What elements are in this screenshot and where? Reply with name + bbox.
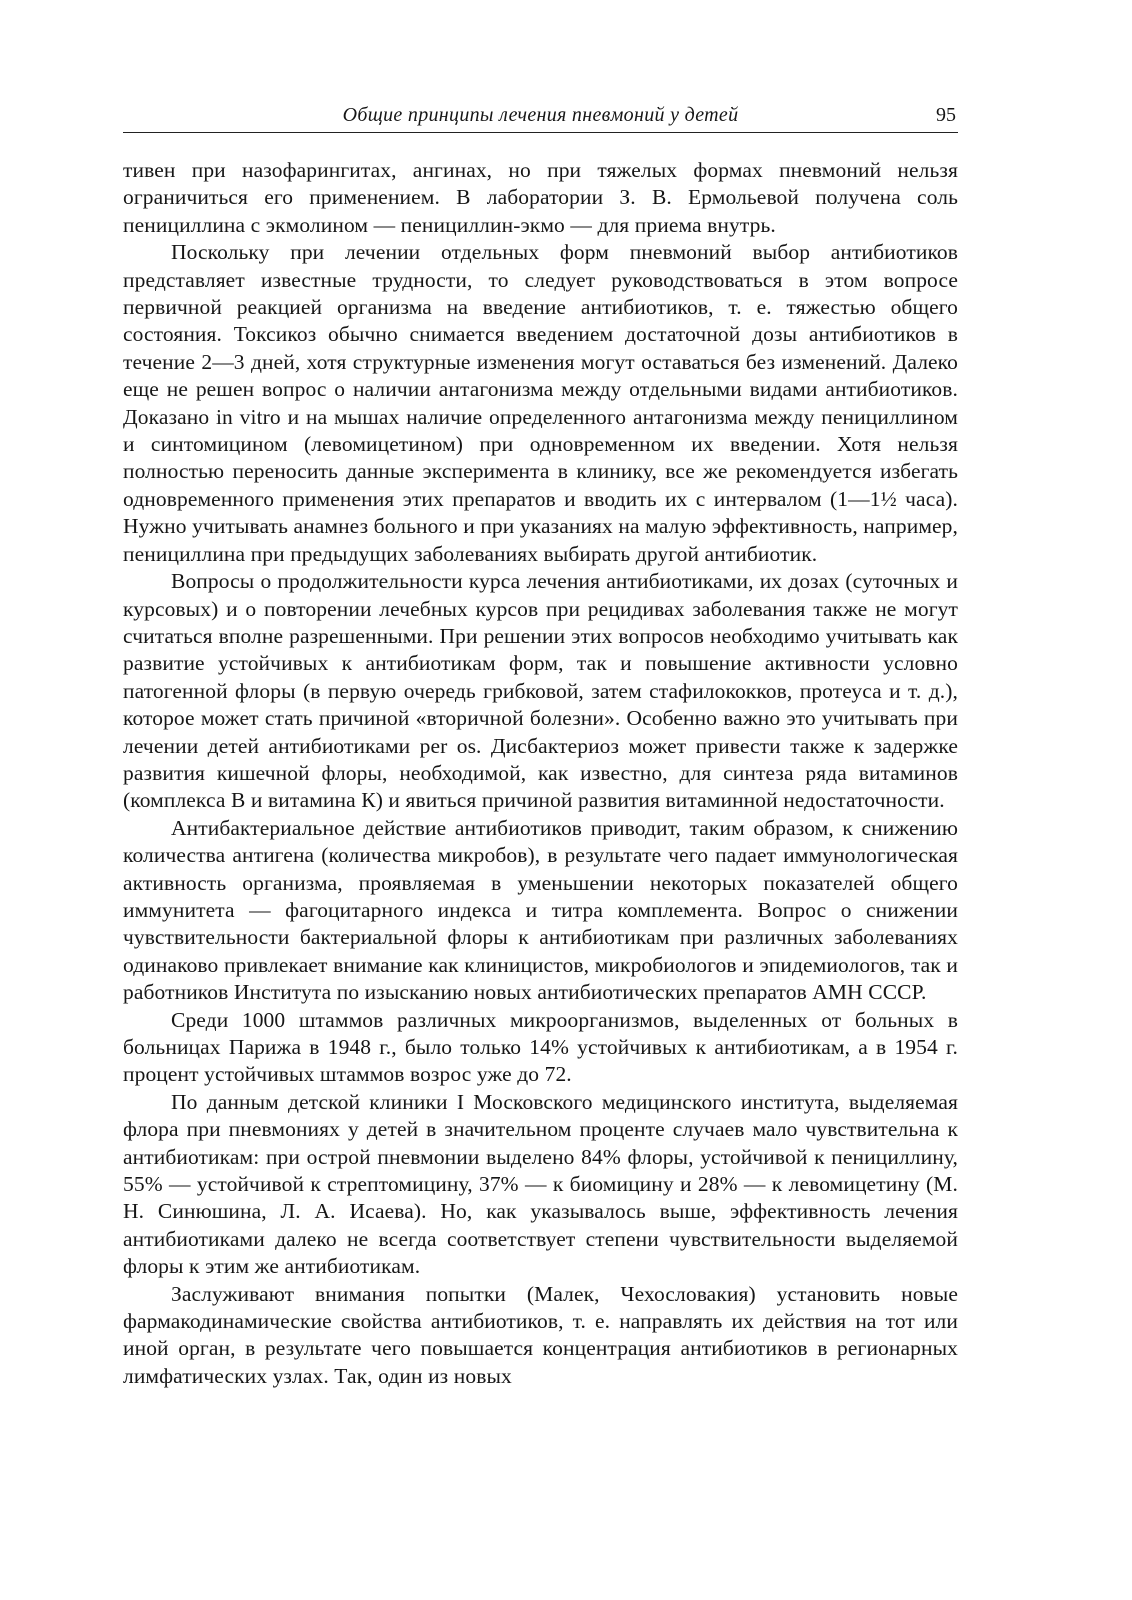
body-text xyxy=(123,157,958,1390)
paragraph: Среди 1000 штаммов различных микроорганизмов, выделенных от больных в больницах Парижа в 1948 г., было только 14% устойчивых к антибиотикам, а в 1954 г. процент устойчивых штаммов возрос уже до 72. xyxy=(123,1007,958,1087)
paragraph: Поскольку при лечении отдельных форм пневмоний выбор антибиотиков представляет известные трудности, то следует руководствоваться в этом вопросе первичной реакцией организма на введение антибиотиков, т. е. тяжестью общего состояния. Токсикоз обычно снимается введением достаточной дозы антибиотиков в течение 2—3 дней, хотя структурные изменения могут оставаться без изменений. Далеко еще не решен вопрос о наличии антагонизма между отдельными видами антибиотиков. Доказано in vitro и на мышах наличие определенного антагонизма между пенициллином и синтомицином (левомицетином) при одновременном их введении. Хотя нельзя полностью переносить данные эксперимента в клинику, все же рекомендуется избегать одновременного применения этих препаратов и вводить их с интервалом (1—1½ часа). Нужно учитывать анамнез больного и при указаниях на малую эффективность, например, пенициллина при предыдущих заболеваниях выбирать другой антибиотик. xyxy=(123,240,958,566)
book-page xyxy=(123,102,958,1390)
page-number: 95 xyxy=(936,104,956,126)
paragraph: По данным детской клиники I Московского медицинского института, выделяемая флора при пневмониях у детей в значительном проценте случаев мало чувствительна к антибиотикам: при острой пневмонии выделено 84% флоры, устойчивой к пенициллину, 55% — устойчивой к стрептомицину, 37% — к биомицину и 28% — к левомицетину (М. Н. Синюшина, Л. А. Исаева). Но, как указывалось выше, эффективность лечения антибиотиками далеко не всегда соответствует степени чувствительности выделяемой флоры к этим же антибиотикам. xyxy=(123,1089,958,1279)
paragraph: Антибактериальное действие антибиотиков приводит, таким образом, к снижению количества антигена (количества микробов), в результате чего падает иммунологическая активность организма, проявляемая в уменьшении некоторых показателей общего иммунитета — фагоцитарного индекса и титра комплемента. Вопрос о снижении чувствительности бактериальной флоры к антибиотикам при различных заболеваниях одинаково привлекает внимание как клиницистов, микробиологов и эпидемиологов, так и работников Института по изысканию новых антибиотических препаратов АМН СССР. xyxy=(123,815,958,1005)
paragraph: Вопросы о продолжительности курса лечения антибиотиками, их дозах (суточных и курсовых) и о повторении лечебных курсов при рецидивах заболевания также не могут считаться вполне разрешенными. При решении этих вопросов необходимо учитывать как развитие устойчивых к антибиотикам форм, так и повышение активности условно патогенной флоры (в первую очередь грибковой, затем стафилококков, протеуса и т. д.), которое может стать причиной «вторичной болезни». Особенно важно это учитывать при лечении детей антибиотиками per os. Дисбактериоз может привести также к задержке развития кишечной флоры, необходимой, как известно, для синтеза ряда витаминов (комплекса В и витамина К) и явиться причиной развития витаминной недостаточности. xyxy=(123,569,958,813)
paragraph-continuation: тивен при назофарингитах, ангинах, но при тяжелых формах пневмоний нельзя ограничиться его применением. В лаборатории З. В. Ермольевой получена соль пенициллина с экмолином — пенициллин-экмо — для приема внутрь. xyxy=(123,158,958,237)
running-header xyxy=(123,102,958,133)
paragraph: Заслуживают внимания попытки (Малек, Чехословакия) установить новые фармакодинамические свойства антибиотиков, т. е. направлять их действия на тот или иной орган, в результате чего повышается концентрация антибиотиков в регионарных лимфатических узлах. Так, один из новых xyxy=(123,1281,958,1388)
running-title: Общие принципы лечения пневмоний у детей xyxy=(342,104,739,126)
